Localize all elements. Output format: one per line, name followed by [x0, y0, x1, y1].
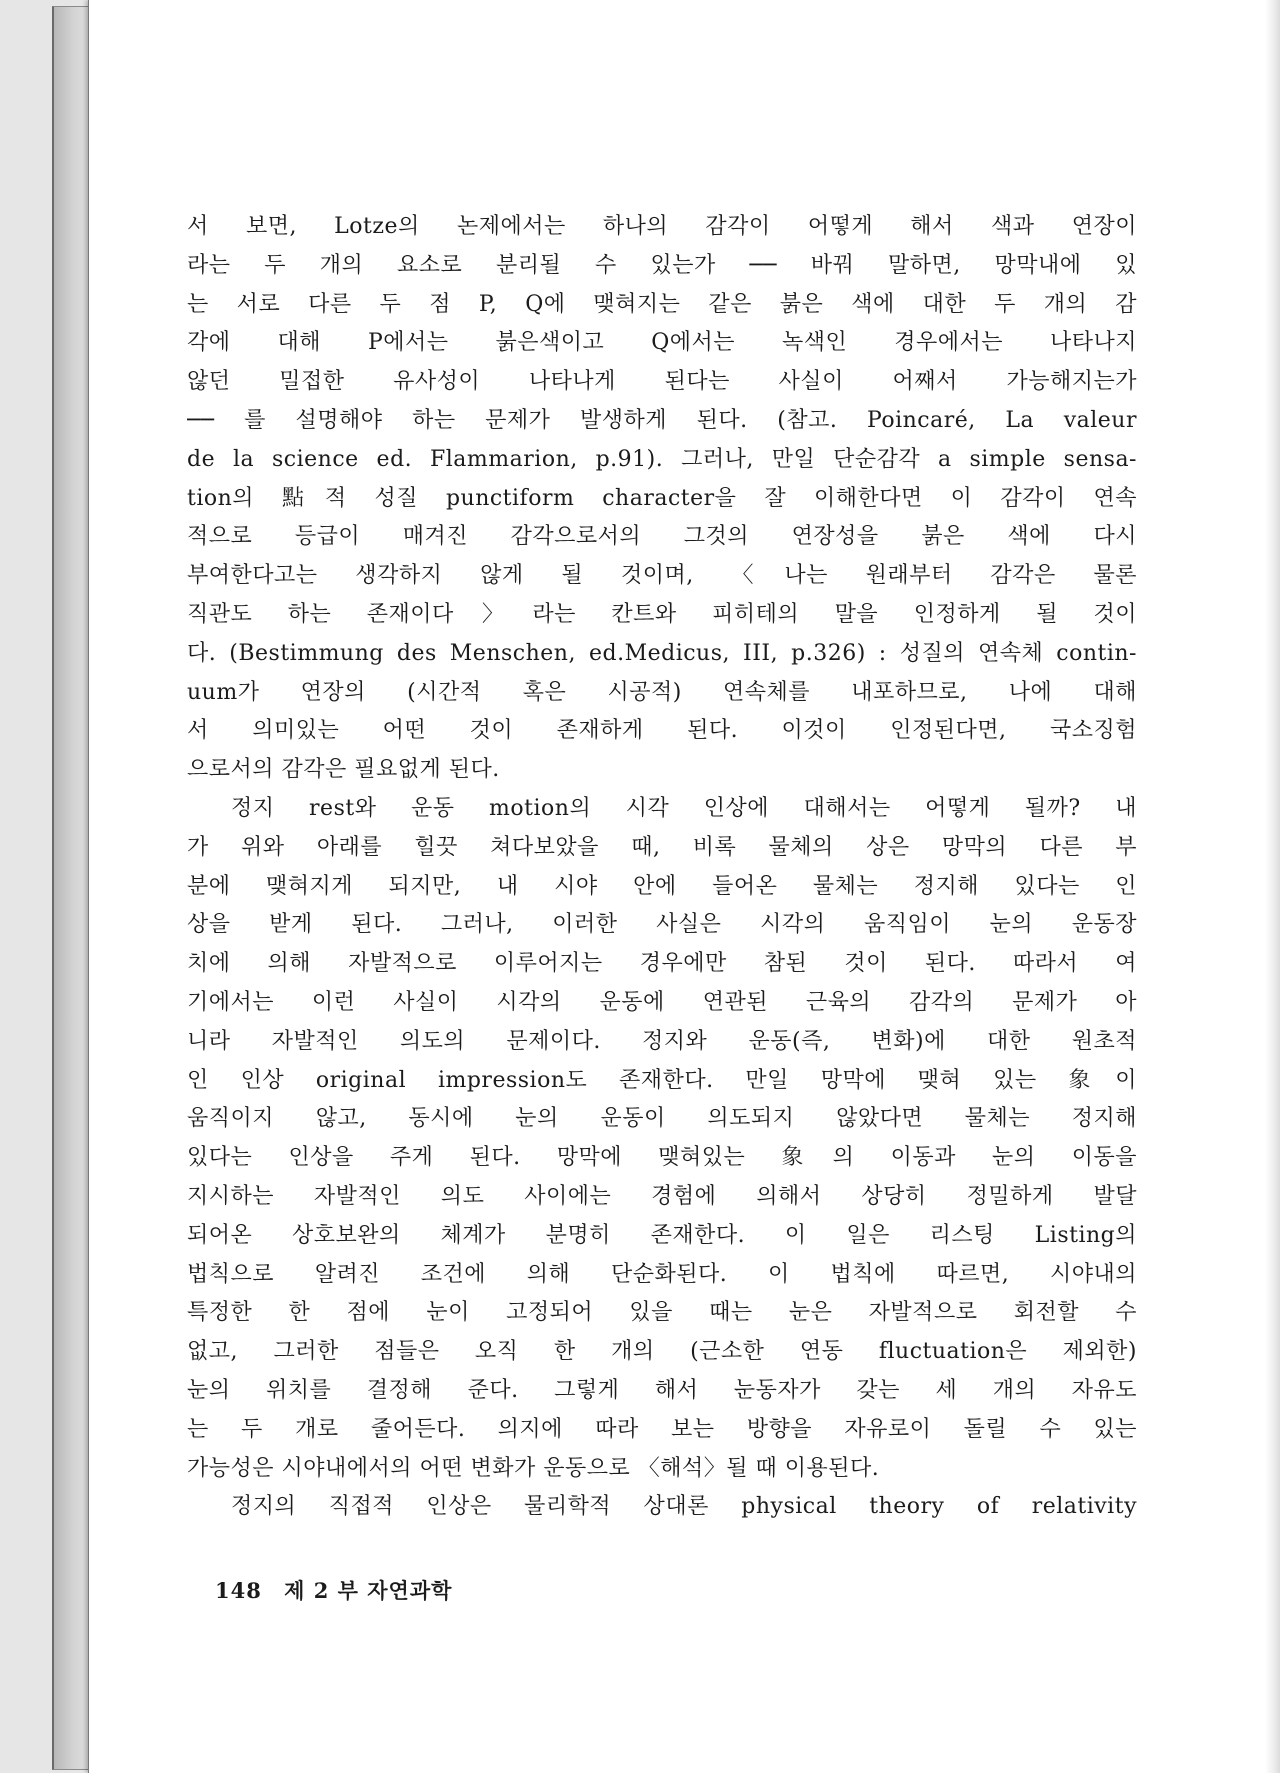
text-line: 법칙으로 알려진 조건에 의해 단순화된다. 이 법칙에 따르면, 시야내의 — [187, 1261, 1137, 1287]
text-line: 적으로 등급이 매겨진 감각으로서의 그것의 연장성을 붉은 색에 다시 — [187, 524, 1137, 550]
body-text — [187, 208, 1137, 1527]
text-line: 없고, 그러한 점들은 오직 한 개의 (근소한 연동 fluctuation은 제외한) — [187, 1339, 1137, 1365]
text-line: 가능성은 시야내에서의 어떤 변화가 운동으로 〈해석〉될 때 이용된다. — [187, 1455, 880, 1481]
text-line: 부여한다고는 생각하지 않게 될 것이며, 〈나는 원래부터 감각은 물론 — [187, 563, 1137, 589]
text-line: 움직이지 않고, 동시에 눈의 운동이 의도되지 않았다면 물체는 정지해 — [187, 1106, 1137, 1132]
text-line: 서 보면, Lotze의 논제에서는 하나의 감각이 어떻게 해서 색과 연장이 — [187, 214, 1137, 239]
text-line: 상을 받게 된다. 그러나, 이러한 사실은 시각의 움직임이 눈의 운동장 — [187, 912, 1137, 938]
text-line: 직관도 하는 존재이다〉라는 칸트와 피히테의 말을 인정하게 될 것이 — [187, 601, 1137, 627]
text-line: 지시하는 자발적인 의도 사이에는 경험에 의해서 상당히 정밀하게 발달 — [187, 1183, 1137, 1209]
text-line: uum가 연장의 (시간적 혹은 시공적) 연속체를 내포하므로, 나에 대해 — [187, 679, 1137, 705]
text-line: tion의 點적 성질 punctiform character을 잘 이해한다면 이 감각이 연속 — [187, 485, 1137, 511]
text-line: 다. (Bestimmung des Menschen, ed.Medicus, III, p.326) : 성질의 연속체 contin- — [187, 640, 1137, 666]
text-line: 니라 자발적인 의도의 문제이다. 정지와 운동(즉, 변화)에 대한 원초적 — [187, 1028, 1137, 1054]
text-line: 특정한 한 점에 눈이 고정되어 있을 때는 눈은 자발적으로 회전할 수 — [187, 1300, 1137, 1326]
text-line: 서 의미있는 어떤 것이 존재하게 된다. 이것이 인정된다면, 국소징험 — [187, 718, 1137, 744]
page-number: 148 — [215, 1578, 262, 1603]
page-footer — [215, 1575, 452, 1605]
text-line: 라는 두 개의 요소로 분리될 수 있는가 ── 바꿔 말하면, 망막내에 있 — [187, 252, 1137, 278]
text-line: 있다는 인상을 주게 된다. 망막에 맺혀있는 象의 이동과 눈의 이동을 — [187, 1145, 1137, 1171]
text-line: 기에서는 이런 사실이 시각의 운동에 연관된 근육의 감각의 문제가 아 — [187, 989, 1137, 1015]
text-line: 는 서로 다른 두 점 P, Q에 맺혀지는 같은 붉은 색에 대한 두 개의 감 — [187, 291, 1137, 317]
text-line: 않던 밀접한 유사성이 나타나게 된다는 사실이 어째서 가능해지는가 — [187, 369, 1137, 395]
text-line: 정지 rest와 운동 motion의 시각 인상에 대해서는 어떻게 될까? 내 — [231, 795, 1137, 821]
text-line: 가 위와 아래를 힐끗 쳐다보았을 때, 비록 물체의 상은 망막의 다른 부 — [187, 834, 1137, 860]
text-line: 는 두 개로 줄어든다. 의지에 따라 보는 방향을 자유로이 돌릴 수 있는 — [187, 1416, 1137, 1442]
text-line: 치에 의해 자발적으로 이루어지는 경우에만 참된 것이 된다. 따라서 여 — [187, 951, 1137, 977]
text-line: 인 인상 original impression도 존재한다. 만일 망막에 맺혀 있는 象이 — [187, 1067, 1137, 1093]
text-line: ── 를 설명해야 하는 문제가 발생하게 된다. (참고. Poincaré, La valeur — [187, 407, 1137, 433]
text-line: 되어온 상호보완의 체계가 분명히 존재한다. 이 일은 리스팅 Listing의 — [187, 1222, 1137, 1248]
text-line: 으로서의 감각은 필요없게 된다. — [187, 757, 500, 783]
running-footer-section: 제 2 부 자연과학 — [284, 1578, 453, 1603]
text-line: 분에 맺혀지게 되지만, 내 시야 안에 들어온 물체는 정지해 있다는 인 — [187, 873, 1137, 899]
text-line: 눈의 위치를 결정해 준다. 그렇게 해서 눈동자가 갖는 세 개의 자유도 — [187, 1377, 1137, 1403]
page-fore-edge — [1265, 0, 1280, 1773]
text-line: de la science ed. Flammarion, p.91). 그러나, 만일 단순감각 a simple sensa- — [187, 446, 1137, 472]
text-line: 정지의 직접적 인상은 물리학적 상대론 physical theory of relativity — [231, 1494, 1137, 1520]
text-line: 각에 대해 P에서는 붉은색이고 Q에서는 녹색인 경우에서는 나타나지 — [187, 330, 1137, 356]
